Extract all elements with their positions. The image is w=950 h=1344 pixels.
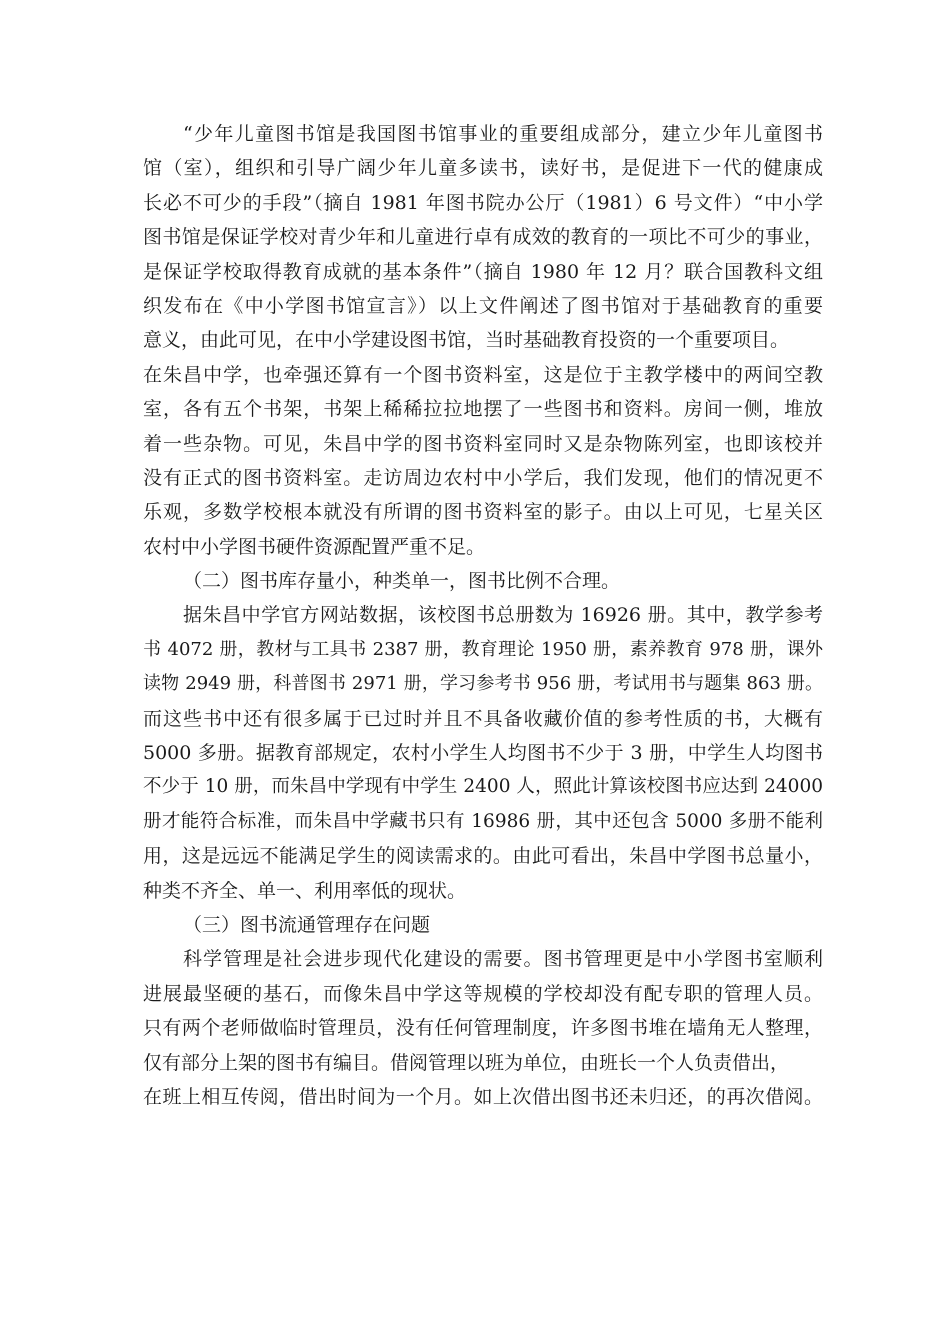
text-line: 长必不可少的手段”（摘自 1981 年图书院办公厅（1981）6 号文件）“中小学: [143, 191, 823, 214]
text-line: 书 4072 册，教材与工具书 2387 册，教育理论 1950 册，素养教育 978 册，课外: [143, 638, 823, 660]
text-line: 着一些杂物。可见，朱昌中学的图书资料室同时又是杂物陈列室，也即该校并: [143, 432, 823, 455]
text-line: 进展最坚硬的基石，而像朱昌中学这等规模的学校却没有配专职的管理人员。: [143, 982, 823, 1005]
text-line: 农村中小学图书硬件资源配置严重不足。: [143, 535, 486, 558]
text-line: 乐观，多数学校根本就没有所谓的图书资料室的影子。由以上可见，七星关区: [143, 501, 823, 524]
text-line: 5000 多册。据教育部规定，农村小学生人均图书不少于 3 册，中学生人均图书: [143, 742, 823, 765]
text-line: 读物 2949 册，科普图书 2971 册，学习参考书 956 册，考试用书与题集 863 册。: [143, 673, 823, 695]
text-line: 科学管理是社会进步现代化建设的需要。图书管理更是中小学图书室顺利: [183, 948, 823, 971]
text-line: 室，各有五个书架，书架上稀稀拉拉地摆了一些图书和资料。房间一侧，堆放: [143, 398, 823, 421]
text-line: 册才能符合标准，而朱昌中学藏书只有 16986 册，其中还包含 5000 多册不能利: [143, 810, 823, 832]
text-line: 用，这是远远不能满足学生的阅读需求的。由此可看出，朱昌中学图书总量小，: [143, 845, 823, 868]
text-line: “少年儿童图书馆是我国图书馆事业的重要组成部分，建立少年儿童图书: [183, 123, 823, 145]
text-line: 图书馆是保证学校对青少年和儿童进行卓有成效的教育的一项比不可少的事业，: [143, 226, 823, 249]
text-line: 在班上相互传阅，借出时间为一个月。如上次借出图书还未归还，的再次借阅。: [143, 1085, 823, 1108]
document-body: [143, 117, 823, 1114]
text-line: 只有两个老师做临时管理员，没有任何管理制度，许多图书堆在墙角无人整理，: [143, 1017, 823, 1040]
text-line: 馆（室），组织和引导广阔少年儿童多读书，读好书，是促进下一代的健康成: [143, 157, 823, 180]
section-heading: （二）图书库存量小，种类单一，图书比例不合理。: [183, 570, 621, 593]
text-line: 意义，由此可见，在中小学建设图书馆，当时基础教育投资的一个重要项目。: [143, 329, 790, 352]
section-heading: （三）图书流通管理存在问题: [183, 913, 431, 936]
text-line: 仅有部分上架的图书有编目。借阅管理以班为单位，由班长一个人负责借出，: [143, 1051, 790, 1074]
text-line: 种类不齐全、单一、利用率低的现状。: [143, 879, 467, 902]
text-line: 据朱昌中学官方网站数据，该校图书总册数为 16926 册。其中，教学参考: [183, 604, 823, 627]
text-line: 没有正式的图书资料室。走访周边农村中小学后，我们发现，他们的情况更不: [143, 466, 823, 489]
text-line: 是保证学校取得教育成就的基本条件”（摘自 1980 年 12 月？联合国教科文组: [143, 260, 823, 283]
text-line: 在朱昌中学，也牵强还算有一个图书资料室，这是位于主教学楼中的两间空教: [143, 363, 823, 386]
text-line: 不少于 10 册，而朱昌中学现有中学生 2400 人，照此计算该校图书应达到 24000: [143, 776, 823, 798]
text-line: 织发布在《中小学图书馆宣言》）以上文件阐述了图书馆对于基础教育的重要: [143, 294, 823, 317]
text-line: 而这些书中还有很多属于已过时并且不具备收藏价值的参考性质的书，大概有: [143, 707, 823, 730]
